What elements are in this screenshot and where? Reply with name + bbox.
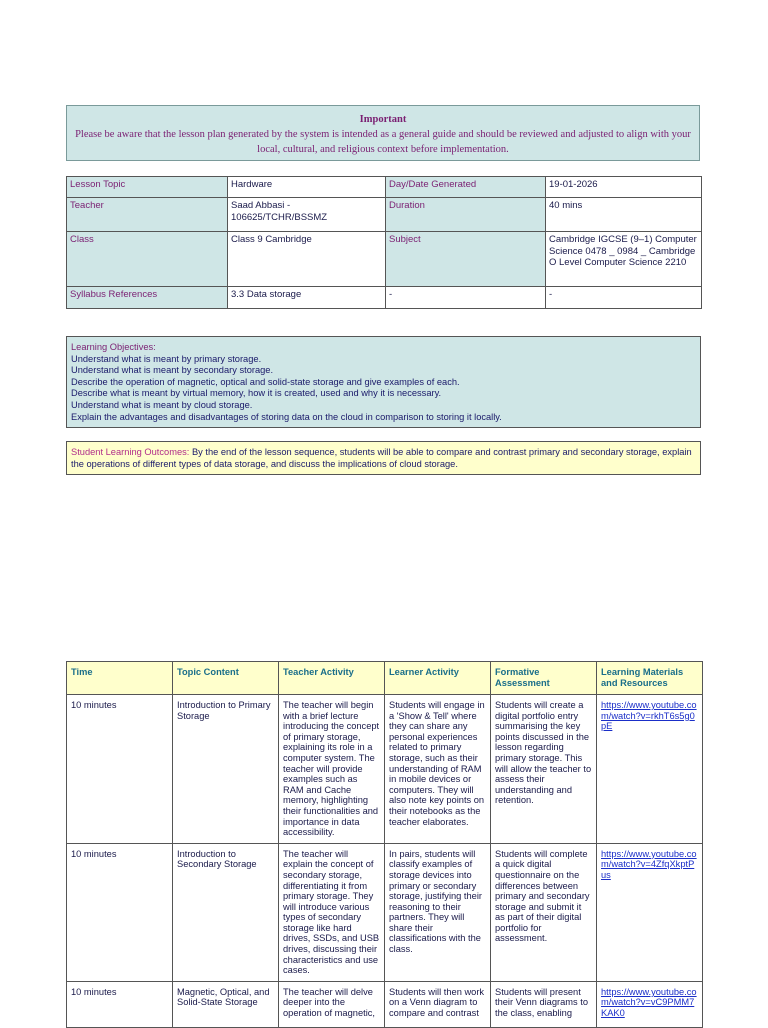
objective-item: Describe the operation of magnetic, optical and solid-state storage and give examples of each.	[71, 376, 460, 387]
assessment-cell: Students will create a digital portfolio entry summarising the key points discussed in the lesson regarding primary storage. This will allow the teacher to assess their understanding and retention.	[491, 695, 597, 844]
student-learning-outcomes	[66, 441, 701, 475]
outcomes-text: By the end of the lesson sequence, students will be able to compare and contrast primary and secondary storage, explain the operations of different types of data storage, and discuss the implications of cloud storage.	[71, 447, 692, 469]
notice-body: Please be aware that the lesson plan generated by the system is intended as a general guide and should be reviewed and adjusted to align with your local, cultural, and religious context before implementation.	[75, 129, 691, 155]
notice-title: Important	[359, 114, 407, 125]
syllabus-extra-1: -	[386, 287, 546, 309]
header-teacher-activity: Teacher Activity	[279, 662, 385, 695]
resource-link[interactable]: https://www.youtube.com/watch?v=rkhT6s5g0pE	[601, 700, 697, 732]
teacher-activity-cell: The teacher will delve deeper into the operation of magnetic,	[279, 981, 385, 1027]
learning-objectives	[66, 336, 701, 428]
teacher-label: Teacher	[67, 198, 228, 232]
topic-cell: Magnetic, Optical, and Solid-State Storage	[173, 981, 279, 1027]
time-cell: 10 minutes	[67, 981, 173, 1027]
syllabus-value: 3.3 Data storage	[228, 287, 386, 309]
subject-label: Subject	[386, 232, 546, 287]
date-value: 19-01-2026	[546, 177, 702, 198]
resource-link[interactable]: https://www.youtube.com/watch?v=4ZfqXkptPus	[601, 848, 697, 880]
class-label: Class	[67, 232, 228, 287]
syllabus-label: Syllabus References	[67, 287, 228, 309]
teacher-activity-cell: The teacher will explain the concept of secondary storage, differentiating it from primary storage. They will introduce various types of secondary storage like hard drives, SSDs, and USB drives, discussing their characteristics and use cases.	[279, 843, 385, 981]
header-learning-materials: Learning Materials and Resources	[597, 662, 703, 695]
objective-item: Understand what is meant by primary storage.	[71, 353, 262, 364]
header-learner-activity: Learner Activity	[385, 662, 491, 695]
learner-activity-cell: Students will then work on a Venn diagram to compare and contrast	[385, 981, 491, 1027]
lesson-topic-label: Lesson Topic	[67, 177, 228, 198]
syllabus-extra-2: -	[546, 287, 702, 309]
duration-value: 40 mins	[546, 198, 702, 232]
objective-item: Describe what is meant by virtual memory, how it is created, used and why it is necessary.	[71, 388, 442, 399]
objectives-heading: Learning Objectives:	[71, 342, 156, 352]
time-cell: 10 minutes	[67, 695, 173, 844]
objective-item: Understand what is meant by secondary storage.	[71, 365, 274, 376]
header-formative-assessment: Formative Assessment	[491, 662, 597, 695]
assessment-cell: Students will present their Venn diagrams to the class, enabling	[491, 981, 597, 1027]
learner-activity-cell: In pairs, students will classify examples of storage devices into primary or secondary storage, justifying their reasoning to their partners. They will share their classifications with the class.	[385, 843, 491, 981]
lesson-topic-value: Hardware	[228, 177, 386, 198]
important-notice	[66, 105, 700, 161]
teacher-activity-cell: The teacher will begin with a brief lecture introducing the concept of primary storage, explaining its role in a computer system. The teacher will provide examples such as RAM and Cache memory, highlighting their functionalities and importance in data accessibility.	[279, 695, 385, 844]
objective-item: Understand what is meant by cloud storage.	[71, 399, 253, 410]
header-topic-content: Topic Content	[173, 662, 279, 695]
lesson-plan-table	[66, 661, 703, 1028]
subject-value: Cambridge IGCSE (9–1) Computer Science 0478 _ 0984 _ Cambridge O Level Computer Science 2210	[546, 232, 702, 287]
topic-cell: Introduction to Primary Storage	[173, 695, 279, 844]
table-row	[67, 695, 703, 844]
date-label: Day/Date Generated	[386, 177, 546, 198]
table-row	[67, 981, 703, 1027]
learner-activity-cell: Students will engage in a 'Show & Tell' where they can share any personal experiences related to primary storage, such as their understanding of RAM in mobile devices or computers. They will also note key points on their notebooks as the teacher elaborates.	[385, 695, 491, 844]
topic-cell: Introduction to Secondary Storage	[173, 843, 279, 981]
table-row	[67, 843, 703, 981]
resource-cell	[597, 695, 703, 844]
assessment-cell: Students will complete a quick digital questionnaire on the differences between primary and secondary storage and submit it as part of their digital portfolio for assessment.	[491, 843, 597, 981]
objective-item: Explain the advantages and disadvantages of storing data on the cloud in comparison to storing it locally.	[71, 411, 502, 422]
resource-cell	[597, 981, 703, 1027]
outcomes-heading: Student Learning Outcomes:	[71, 447, 190, 457]
lesson-info-table	[66, 176, 702, 309]
duration-label: Duration	[386, 198, 546, 232]
class-value: Class 9 Cambridge	[228, 232, 386, 287]
resource-cell	[597, 843, 703, 981]
header-time: Time	[67, 662, 173, 695]
resource-link[interactable]: https://www.youtube.com/watch?v=vC9PMM7KAK0	[601, 986, 697, 1019]
time-cell: 10 minutes	[67, 843, 173, 981]
teacher-value: Saad Abbasi - 106625/TCHR/BSSMZ	[228, 198, 386, 232]
